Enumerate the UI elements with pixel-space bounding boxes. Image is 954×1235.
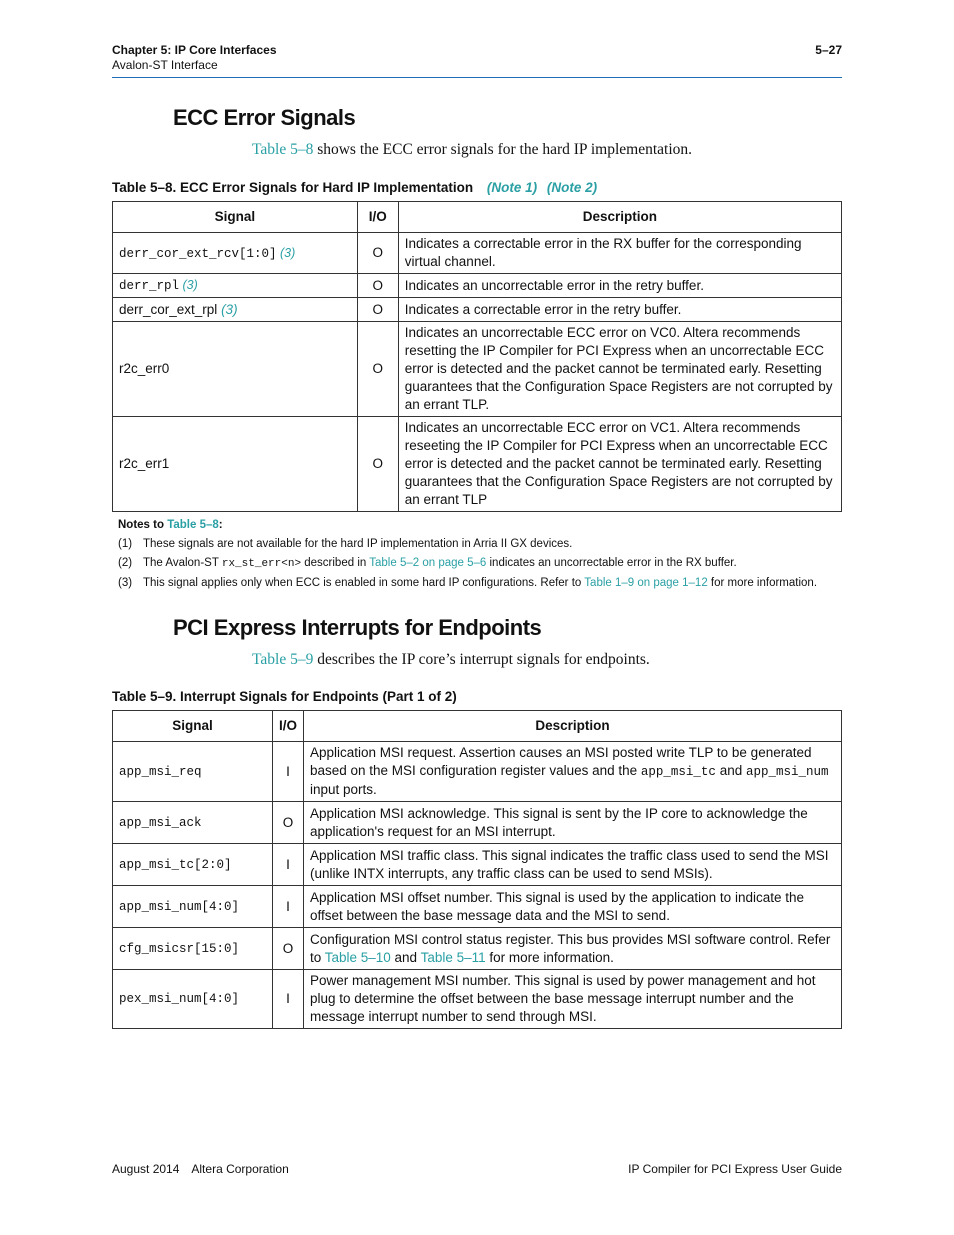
pci-intro-text: describes the IP core’s interrupt signals for endpoints. (313, 651, 650, 668)
caption-note-1-link[interactable]: (Note 1) (486, 180, 538, 195)
caption-note-2-link[interactable]: (Note 2) (546, 180, 598, 195)
signal-cell (113, 233, 358, 274)
description-cell: Application MSI acknowledge. This signal is sent by the IP core to acknowledge the application's request for an MSI interrupt. (303, 802, 841, 844)
table-header-row (113, 202, 842, 233)
ecc-intro-text: shows the ECC error signals for the hard IP implementation. (313, 141, 693, 158)
note-2: (2) The Avalon-ST rx_st_err<n> described in Table 5–2 on page 5–6 indicates an uncorrectable error in the RX buffer. (118, 557, 737, 570)
table-row (113, 802, 842, 844)
footer-company: Altera Corporation (191, 1162, 289, 1176)
notes-table-link[interactable]: Table 5–8 (167, 519, 219, 531)
note-3-table-link[interactable]: Table 1–9 on page 1–12 (584, 577, 708, 589)
col-header-io: I/O (357, 202, 398, 233)
description-cell: Indicates an uncorrectable ECC error on VC1. Altera recommends reseeting the IP Compiler for PCI Express when an uncorrectable ECC error is detected and the packet cannot be terminated early. Resetting guarantees that the Configuration Space Registers are not corrupted by an errant TLP (398, 417, 841, 512)
description-cell: Application MSI traffic class. This signal indicates the traffic class used to send the MSI (unlike INTX interrupts, any traffic class can be used to send MSIs). (303, 844, 841, 886)
footer-date: August 2014 (112, 1162, 180, 1176)
pci-intro (252, 651, 650, 669)
table-header-row (113, 711, 842, 742)
signal-cell: app_msi_ack (113, 802, 273, 844)
table-5-9-link[interactable]: Table 5–9 (252, 651, 314, 668)
io-cell: O (357, 233, 398, 274)
col-header-signal: Signal (113, 202, 358, 233)
description-cell: Indicates a correctable error in the retry buffer. (398, 298, 841, 322)
io-cell: I (272, 886, 303, 928)
signal-cell: app_msi_num[4:0] (113, 886, 273, 928)
signal-cell: app_msi_req (113, 742, 273, 802)
table-row (113, 844, 842, 886)
description-cell: Indicates an uncorrectable ECC error on VC0. Altera recommends resetting the IP Compiler for PCI Express when an uncorrectable ECC error is detected and the packet cannot be terminated early. Resetting guarantees that the Configuration Space Registers are not corrupted by an errant TLP. (398, 322, 841, 417)
table-5-8-link[interactable]: Table 5–8 (252, 141, 314, 158)
signal-cell: cfg_msicsr[15:0] (113, 928, 273, 970)
signal-cell: r2c_err0 (113, 322, 358, 417)
col-header-signal: Signal (113, 711, 273, 742)
description-cell: Indicates an uncorrectable error in the retry buffer. (398, 274, 841, 298)
description-cell: Configuration MSI control status register. This bus provides MSI software control. Refer to Table 5–10 and Table 5–11 for more information. (303, 928, 841, 970)
note-2-link[interactable]: Table 5–2 on page 5–6 (369, 557, 487, 569)
signal-cell: r2c_err1 (113, 417, 358, 512)
page-number: 5–27 (815, 43, 842, 57)
description-cell: Application MSI request. Assertion causes an MSI posted write TLP to be generated based on the MSI configuration register values and the app_msi_tc and app_msi_num input ports. (303, 742, 841, 802)
table-row (113, 322, 842, 417)
note-3-link[interactable]: (3) (221, 301, 238, 317)
col-header-io: I/O (272, 711, 303, 742)
table-row (113, 886, 842, 928)
table-row (113, 928, 842, 970)
io-cell: O (357, 298, 398, 322)
table-row (113, 742, 842, 802)
signal-cell (113, 274, 358, 298)
table-row (113, 417, 842, 512)
io-cell: O (357, 322, 398, 417)
header-divider (112, 77, 842, 78)
page-footer (112, 1162, 842, 1176)
table-row (113, 970, 842, 1029)
notes-heading: Notes to Table 5–8: (118, 519, 223, 531)
io-cell: O (272, 928, 303, 970)
col-header-description: Description (398, 202, 841, 233)
caption-text: Table 5–8. ECC Error Signals for Hard IP Implementation (112, 180, 474, 195)
ecc-section-title: ECC Error Signals (173, 105, 356, 130)
chapter-title: Chapter 5: IP Core Interfaces (112, 43, 277, 57)
section-name: Avalon-ST Interface (112, 58, 218, 72)
table-5-9-caption: Table 5–9. Interrupt Signals for Endpoints (Part 1 of 2) (112, 689, 457, 704)
note-3-link[interactable]: (3) (182, 278, 198, 292)
note-1: (1) These signals are not available for the hard IP implementation in Arria II GX devices. (118, 538, 573, 550)
io-cell: O (357, 417, 398, 512)
description-cell: Application MSI offset number. This signal is used by the application to indicate the offset between the base message data and the MSI to send. (303, 886, 841, 928)
io-cell: I (272, 970, 303, 1029)
signal-name: derr_cor_ext_rcv[1:0] (119, 246, 277, 261)
pci-section-title: PCI Express Interrupts for Endpoints (173, 615, 542, 640)
page-header (112, 43, 842, 73)
signal-cell: app_msi_tc[2:0] (113, 844, 273, 886)
io-cell: I (272, 844, 303, 886)
signal-name: derr_cor_ext_rpl (119, 301, 218, 317)
ecc-intro (252, 141, 692, 159)
footer-guide-title: IP Compiler for PCI Express User Guide (628, 1162, 842, 1176)
interrupt-signals-table (112, 710, 842, 1029)
table-notes (118, 516, 838, 593)
note-3: (3) This signal applies only when ECC is enabled in some hard IP configurations. Refer to Table 1–9 on page 1–12 for more information. (118, 577, 818, 589)
table-row (113, 233, 842, 274)
table-5-11-link[interactable]: Table 5–11 (420, 949, 486, 965)
description-cell: Indicates a correctable error in the RX buffer for the corresponding virtual channel. (398, 233, 841, 274)
table-5-8-caption (112, 180, 597, 195)
table-row (113, 298, 842, 322)
table-row (113, 274, 842, 298)
description-cell: Power management MSI number. This signal is used by power management and hot plug to determine the offset between the base message interrupt number and the message interrupt number to send through MSI. (303, 970, 841, 1029)
signal-cell: pex_msi_num[4:0] (113, 970, 273, 1029)
signal-cell (113, 298, 358, 322)
io-cell: O (357, 274, 398, 298)
ecc-signals-table (112, 201, 842, 512)
note-3-link[interactable]: (3) (280, 245, 296, 260)
io-cell: O (272, 802, 303, 844)
signal-name: derr_rpl (119, 279, 180, 293)
io-cell: I (272, 742, 303, 802)
col-header-description: Description (303, 711, 841, 742)
table-5-10-link[interactable]: Table 5–10 (324, 949, 391, 965)
